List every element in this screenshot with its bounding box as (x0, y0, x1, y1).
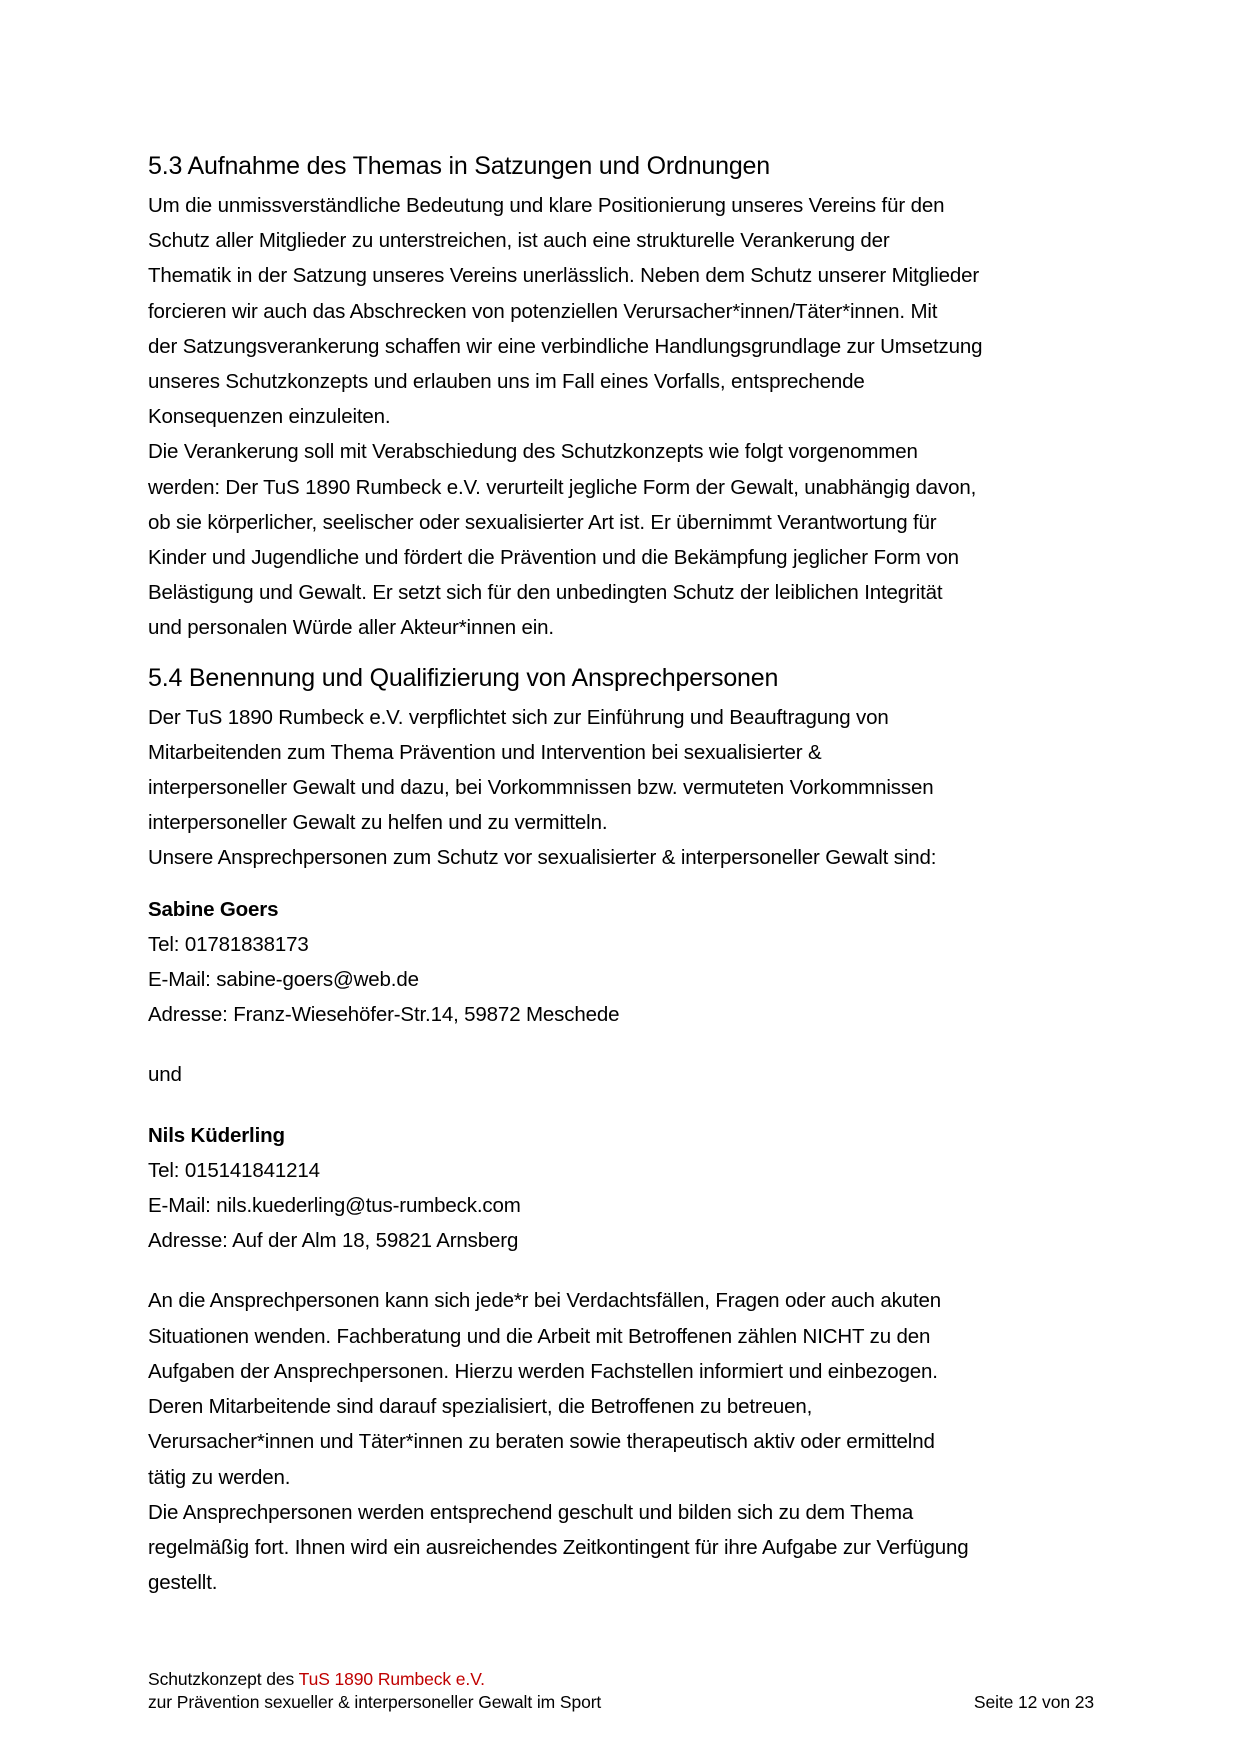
text-line: Der TuS 1890 Rumbeck e.V. verpflichtet sich zur Einführung und Beauftragung von (148, 705, 889, 729)
text-line: Schutz aller Mitglieder zu unterstreichen, ist auch eine strukturelle Verankerung der (148, 229, 890, 253)
contact-tel: Tel: 01781838173 (148, 932, 309, 956)
text-line: interpersoneller Gewalt und dazu, bei Vorkommnissen bzw. vermuteten Vorkommnissen (148, 776, 934, 800)
text-line: gestellt. (148, 1571, 218, 1595)
text-line: regelmäßig fort. Ihnen wird ein ausreichendes Zeitkontingent für ihre Aufgabe zur Verfügung (148, 1535, 969, 1559)
text-line: unseres Schutzkonzepts und erlauben uns im Fall eines Vorfalls, entsprechende (148, 370, 865, 394)
contact-tel: Tel: 015141841214 (148, 1158, 320, 1182)
text-line: Kinder und Jugendliche und fördert die Prävention und die Bekämpfung jeglicher Form von (148, 546, 959, 570)
contact-card-nils-kuederling (148, 1118, 1098, 1259)
text-line: ob sie körperlicher, seelischer oder sexualisierter Art ist. Er übernimmt Verantwortung für (148, 510, 937, 534)
text-line: interpersoneller Gewalt zu helfen und zu vermitteln. (148, 811, 608, 835)
contact-name: Sabine Goers (148, 897, 279, 921)
footer-title: Schutzkonzept des (148, 1669, 299, 1689)
text-line: Konsequenzen einzuleiten. (148, 405, 391, 429)
page-content (148, 148, 1098, 1600)
contact-name: Nils Küderling (148, 1123, 285, 1147)
footer-org-name: TuS 1890 Rumbeck e.V. (298, 1669, 485, 1689)
contact-email: E-Mail: sabine-goers@web.de (148, 968, 419, 992)
page-footer (148, 1668, 1094, 1714)
section-5-4-heading: 5.4 Benennung und Qualifizierung von Ansprechpersonen (148, 663, 779, 692)
text-line: Verursacher*innen und Täter*innen zu beraten sowie therapeutisch aktiv oder ermittelnd (148, 1430, 935, 1454)
text-line: forcieren wir auch das Abschrecken von potenziellen Verursacher*innen/Täter*innen. Mit (148, 299, 938, 323)
text-line: tätig zu werden. (148, 1465, 291, 1489)
text-line: Situationen wenden. Fachberatung und die Arbeit mit Betroffenen zählen NICHT zu den (148, 1324, 931, 1348)
text-line: der Satzungsverankerung schaffen wir eine verbindliche Handlungsgrundlage zur Umsetzung (148, 334, 983, 358)
section-5-4-closing (148, 1283, 1098, 1600)
contact-address: Adresse: Auf der Alm 18, 59821 Arnsberg (148, 1229, 519, 1253)
text-line: und personalen Würde aller Akteur*innen ein. (148, 616, 554, 640)
text-line: Deren Mitarbeitende sind darauf spezialisiert, die Betroffenen zu betreuen, (148, 1395, 813, 1419)
contact-address: Adresse: Franz-Wiesehöfer-Str.14, 59872 Meschede (148, 1003, 620, 1027)
contact-card-sabine-goers (148, 892, 1098, 1033)
contact-email: E-Mail: nils.kuederling@tus-rumbeck.com (148, 1194, 521, 1218)
footer-subtitle: zur Prävention sexueller & interpersoneller Gewalt im Sport (148, 1692, 602, 1712)
section-5-3-body (148, 188, 1098, 646)
section-5-3-heading: 5.3 Aufnahme des Themas in Satzungen und Ordnungen (148, 152, 770, 180)
text-line: Die Ansprechpersonen werden entsprechend geschult und bilden sich zu dem Thema (148, 1500, 914, 1524)
text-line: Die Verankerung soll mit Verabschiedung des Schutzkonzepts wie folgt vorgenommen (148, 440, 918, 464)
conjunction-und: und (148, 1063, 182, 1087)
footer-line-1 (148, 1668, 1094, 1691)
text-line: Unsere Ansprechpersonen zum Schutz vor sexualisierter & interpersoneller Gewalt sind: (148, 846, 937, 870)
text-line: Mitarbeitenden zum Thema Prävention und Intervention bei sexualisierter & (148, 740, 822, 764)
text-line: Um die unmissverständliche Bedeutung und klare Positionierung unseres Vereins für den (148, 194, 945, 217)
text-line: werden: Der TuS 1890 Rumbeck e.V. verurteilt jegliche Form der Gewalt, unabhängig davon, (148, 475, 977, 499)
footer-line-2 (148, 1691, 1094, 1714)
text-line: Aufgaben der Ansprechpersonen. Hierzu werden Fachstellen informiert und einbezogen. (148, 1359, 938, 1383)
section-5-4-intro (148, 700, 1098, 876)
text-line: Belästigung und Gewalt. Er setzt sich für den unbedingten Schutz der leiblichen Integrität (148, 581, 943, 605)
text-line: An die Ansprechpersonen kann sich jede*r bei Verdachtsfällen, Fragen oder auch akuten (148, 1289, 941, 1313)
text-line: Thematik in der Satzung unseres Vereins unerlässlich. Neben dem Schutz unserer Mitglieder (148, 264, 979, 288)
page-number: Seite 12 von 23 (973, 1692, 1094, 1712)
